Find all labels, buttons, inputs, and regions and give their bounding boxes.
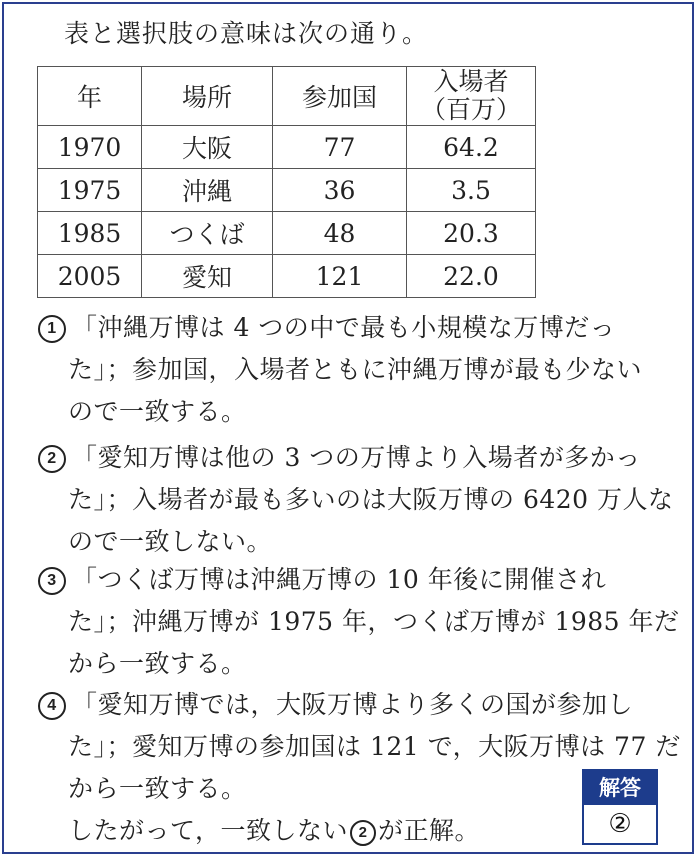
conclusion-before: したがって，一致しない	[68, 816, 349, 845]
choice-line: た」；入場者が最も多いのは大阪万博の 6420 万人な	[68, 485, 674, 514]
cell-countries: 121	[273, 255, 407, 298]
choice-text: 「愛知万博では，大阪万博より多くの国が参加し	[72, 690, 634, 719]
choice-item-1	[38, 307, 668, 433]
cell-place: つくば	[142, 212, 273, 255]
header-year: 年	[38, 67, 142, 126]
choice-number-1: 1	[38, 315, 66, 343]
header-visitors-unit: （百万）	[420, 95, 521, 124]
cell-place: 大阪	[142, 126, 273, 169]
choice-line	[38, 307, 668, 349]
choice-item-4	[38, 684, 681, 852]
choice-line: た」；沖縄万博が 1975 年，つくば万博が 1985 年だ	[68, 607, 680, 636]
choice-text: 「沖縄万博は 4 つの中で最も小規模な万博だっ	[72, 313, 616, 342]
choice-line: から一致する。	[68, 649, 247, 678]
cell-year: 2005	[38, 255, 142, 298]
cell-year: 1975	[38, 169, 142, 212]
table-header-row	[38, 67, 536, 126]
choice-number-3: 3	[38, 567, 66, 595]
choice-line	[38, 437, 668, 479]
cell-countries: 77	[273, 126, 407, 169]
conclusion-line	[38, 810, 668, 852]
table-row	[38, 169, 536, 212]
choice-line	[38, 684, 668, 726]
cell-place: 愛知	[142, 255, 273, 298]
expo-table	[37, 66, 536, 298]
choice-line: た」；参加国，入場者ともに沖縄万博が最も少ない	[68, 355, 643, 384]
choice-line: から一致する。	[68, 774, 247, 803]
answer-box	[582, 769, 658, 845]
header-countries: 参加国	[273, 67, 407, 126]
cell-year: 1985	[38, 212, 142, 255]
choice-number-2: 2	[38, 445, 66, 473]
conclusion-after: が正解。	[378, 816, 481, 845]
intro-text: 表と選択肢の意味は次の通り。	[64, 19, 429, 48]
cell-countries: 36	[273, 169, 407, 212]
answer-label: 解答	[584, 771, 656, 805]
choice-text: 「つくば万博は沖縄万博の 10 年後に開催され	[72, 565, 607, 594]
cell-place: 沖縄	[142, 169, 273, 212]
table-row	[38, 255, 536, 298]
choice-line: ので一致しない。	[68, 527, 273, 556]
cell-visitors: 20.3	[407, 212, 536, 255]
cell-visitors: 64.2	[407, 126, 536, 169]
cell-visitors: 22.0	[407, 255, 536, 298]
cell-visitors: 3.5	[407, 169, 536, 212]
choice-item-3	[38, 559, 680, 685]
choice-text: 「愛知万博は他の 3 つの万博より入場者が多かっ	[72, 443, 641, 472]
choice-line: ので一致する。	[68, 397, 247, 426]
table-row	[38, 212, 536, 255]
table-row	[38, 126, 536, 169]
choice-number-4: 4	[38, 692, 66, 720]
choice-line	[38, 559, 668, 601]
cell-countries: 48	[273, 212, 407, 255]
answer-value: ②	[608, 809, 632, 839]
header-visitors	[407, 67, 536, 126]
header-place: 場所	[142, 67, 273, 126]
conclusion-number: 2	[350, 820, 376, 846]
choice-item-2	[38, 437, 674, 563]
cell-year: 1970	[38, 126, 142, 169]
header-visitors-label: 入場者	[433, 67, 509, 96]
choice-line: た」；愛知万博の参加国は 121 で，大阪万博は 77 だ	[68, 732, 681, 761]
